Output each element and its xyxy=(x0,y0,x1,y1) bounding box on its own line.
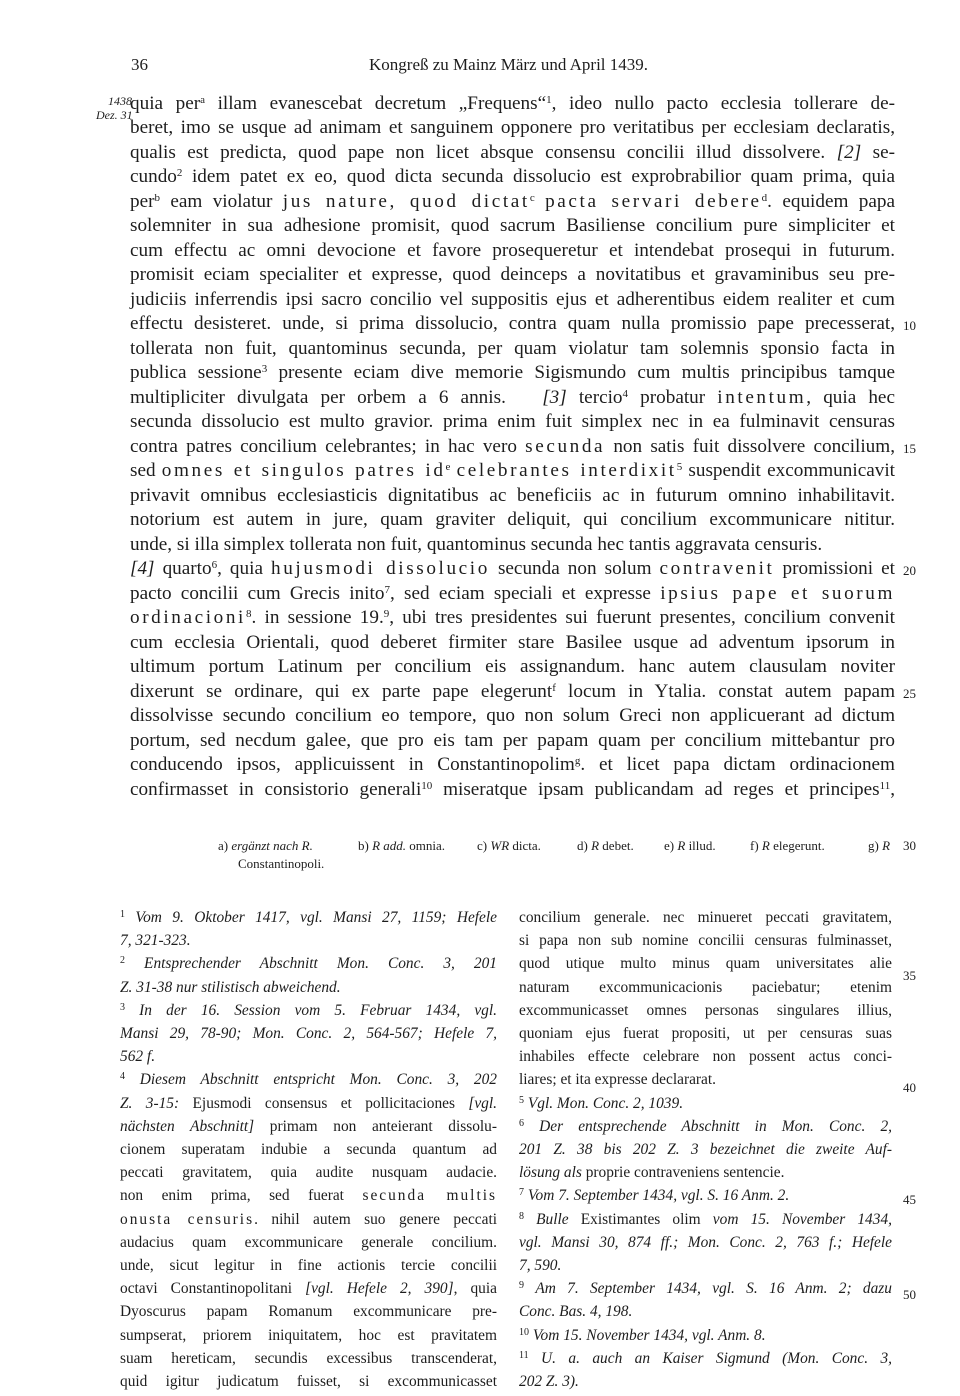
apparatus-note: b) R add. omnia. xyxy=(358,838,446,853)
footnote-line: audacius quam excommunicare generale concilium. xyxy=(120,1234,497,1251)
footnote-line: 201 Z. 38 bis 202 Z. 3 bezeichnet die zweite Auf- xyxy=(519,1141,892,1158)
main-line: publica sessione$^3$ presente eciam dive memorie Sigismundo cum multis principibus tamque xyxy=(130,362,895,383)
footnote-line: $^9$ Am 7. September 1434, vgl. S. 16 Anm. 2; dazu xyxy=(519,1280,892,1297)
footnote-line: vgl. Mansi 30, 874 ff.; Mon. Conc. 2, 763 f.; Hefele xyxy=(519,1234,892,1251)
footnote-line: quod utique multo minus quam universitates alie xyxy=(519,955,892,972)
footnote-line: Conc. Bas. 4, 198. xyxy=(519,1303,633,1320)
main-line: conducendo ipsos, applicuissent in Constantinopolim$^g$. et licet papa dictam ordinacionem xyxy=(130,754,895,775)
apparatus-note: g) R xyxy=(868,838,891,853)
apparatus-note: c) WR dicta. xyxy=(477,838,541,853)
main-line: ordinacioni$^8$. in sessione 19.$^9$, ubi tres presidentes sui fuerunt presentes, concilium convenit xyxy=(130,607,895,628)
footnote-line: nächsten Abschnitt] primam non anteierant dissolu- xyxy=(120,1118,497,1135)
footnote-line: $^{10}$ Vom 15. November 1434, vgl. Anm. 8. xyxy=(519,1327,766,1344)
footnote-line: peccati gravitatem, quia audite nusquam audacie. xyxy=(120,1164,497,1181)
footnote-line: sumpserat, priorem iniquitatem, hoc est pravitatem xyxy=(120,1327,497,1344)
line-number: 25 xyxy=(903,686,916,701)
footnote-line: $^5$ Vgl. Mon. Conc. 2, 1039. xyxy=(519,1095,684,1112)
apparatus-note: a) ergänzt nach R. xyxy=(218,838,313,853)
main-line: cum effectu ac omni devocione et favore prosequeretur et intendebat prosequi in futurum. xyxy=(130,240,895,261)
footnote-line: $^1$ Vom 9. Oktober 1417, vgl. Mansi 27, 1159; Hefele xyxy=(120,909,497,926)
footnote-line: 562 f. xyxy=(120,1048,156,1065)
page-number: 36 xyxy=(131,55,148,74)
footnote-line: $^7$ Vom 7. September 1434, vgl. S. 16 Anm. 2. xyxy=(519,1187,790,1204)
margin-date: Dez. 31 xyxy=(96,108,133,122)
footnote-line: liares; et ita expresse declararat. xyxy=(519,1071,716,1088)
main-line: portum, sed necdum galee, que pro eis tam per papam quam per concilium mittebantur pro xyxy=(130,730,895,751)
main-line: privavit omnibus ecclesiasticis dignitatibus ac beneficiis ac in futurum omnino inhabilitavit. xyxy=(130,485,895,506)
main-line: effectu desisteret. unde, si prima dissolucio, contra quam nulla promissio pape precesserat, xyxy=(130,313,895,334)
main-line: dissolvisse secundo concilium eo tempore, quo non solum Greci non applicuerant ad dictum xyxy=(130,705,895,726)
footnote-line: 7, 590. xyxy=(519,1257,562,1274)
footnote-line: Z. 31-38 nur stilistisch abweichend. xyxy=(120,979,341,996)
apparatus-note: d) R debet. xyxy=(577,838,634,853)
main-line: tollerata non fuit, quantominus secunda, per quam violatur tam solemnis sponsio facta in xyxy=(130,338,895,359)
margin-year: 1438 xyxy=(108,94,132,108)
main-line: ultimum portum Latinum per concilium eis assignandum. hanc autem clausulam noviter xyxy=(130,656,895,677)
apparatus-note: e) R illud. xyxy=(664,838,716,853)
main-line: contra patres concilium celebrantes; in hac vero secunda non satis fuit dissolvere concilium, xyxy=(130,436,895,457)
main-line: [4] quarto$^6$, quia hujusmodi dissolucio secunda non solum contravenit promissioni et xyxy=(130,558,895,579)
main-line: solemniter in sua adhesione promisit, quod sacrum Basiliense concilium pure simpliciter et xyxy=(130,215,895,236)
main-line: secunda dissolucio est multo gravior. prima enim fuit simplex nec in ea fulminavit censuras xyxy=(130,411,895,432)
footnote-line: $^6$ Der entsprechende Abschnitt in Mon. Conc. 2, xyxy=(519,1118,892,1135)
main-line: notorium est autem in jure, quam graviter deliquit, qui concilium excommunicare nititur. xyxy=(130,509,895,530)
footnote-line: si papa non sub nomine concilii censuras fulminasset, xyxy=(519,932,892,949)
main-line: qualis est predicta, quod pape non licet absque consensu concilii illud dissolvere. [2] se- xyxy=(130,142,896,163)
line-number: 45 xyxy=(903,1192,916,1207)
footnote-line: lösung als proprie contraveniens sentencie. xyxy=(519,1164,785,1181)
footnote-line: $^4$ Diesem Abschnitt entspricht Mon. Conc. 3, 202 xyxy=(120,1071,497,1088)
line-number: 40 xyxy=(903,1080,916,1095)
main-line: dixerunt se ordinare, qui ex parte pape elegerunt$^f$ locum in Ytalia. constat autem papam xyxy=(130,681,895,702)
main-line: quia per$^a$ illam evanescebat decretum „Frequens“$^1$, ideo nullo pacto ecclesia tollerare de- xyxy=(130,93,895,114)
main-line: pacto concilii cum Grecis inito$^7$, sed eciam speciali et expresse ipsius pape et suorum xyxy=(130,583,895,604)
line-number: 20 xyxy=(903,563,916,578)
line-number: 35 xyxy=(903,968,916,983)
footnote-line: naturam excommunicacionis paciebatur; etenim xyxy=(519,979,892,996)
footnote-line: $^8$ Bulle Existimantes olim vom 15. November 1434, xyxy=(519,1211,892,1228)
footnote-line: $^2$ Entsprechender Abschnitt Mon. Conc. 3, 201 xyxy=(120,955,497,972)
footnote-line: Mansi 29, 78-90; Mon. Conc. 2, 564-567; Hefele 7, xyxy=(120,1025,497,1042)
footnote-line: cionem superatam indubie a secunda quantum ad xyxy=(120,1141,497,1158)
main-line: judiciis inferrendis ipsi sacro concilio vel suppositis ejus et adherentibus eidem realiter et cum xyxy=(130,289,895,310)
main-line: promisit eciam specialiter et expresse, quod deinceps a novitatibus et gravaminibus seu pre- xyxy=(130,264,895,285)
footnote-line: non enim prima, sed fuerat secunda multis xyxy=(120,1187,497,1204)
footnote-line: quid igitur judicatum fuisset, si excommunicasset xyxy=(120,1373,497,1390)
main-line: cum ecclesia Orientali, quod deberet firmiter stare Basilee usque ad adventum ipsorum in xyxy=(130,632,895,653)
footnote-line: 202 Z. 3). xyxy=(519,1373,579,1390)
footnote-line: inhabiles effecte celebrare non possent actus conci- xyxy=(519,1048,892,1065)
apparatus-note-cont: Constantinopoli. xyxy=(238,856,325,871)
line-number: 50 xyxy=(903,1287,916,1302)
footnotes-right xyxy=(519,906,892,1390)
main-line: multipliciter divulgata per orbem a 6 annis. [3] tercio$^4$ probatur intentum, quia hec xyxy=(130,387,895,408)
footnote-line: excommunicasset omnes personas singulares illius, xyxy=(519,1002,892,1019)
line-number: 10 xyxy=(903,318,916,333)
footnote-line: onusta censuris. nihil autem suo genere peccati xyxy=(120,1211,497,1228)
main-line: unde, si illa simplex tollerata non fuit, quantominus secunda hec tantis aggravata censuris. xyxy=(130,534,823,555)
main-line: sed omnes et singulos patres $id^e$ celebrantes interdixit$^5$ suspendit excommunicavit xyxy=(130,460,895,481)
footnote-line: 7, 321-323. xyxy=(120,932,191,949)
footnote-line: octavi Constantinopolitani [vgl. Hefele 2, 390], quia xyxy=(120,1280,497,1297)
main-line: per$^b$ eam violatur jus nature, quod dictat$^c$ pacta servari debere$^d$. equidem papa xyxy=(130,191,895,212)
line-number: 30 xyxy=(903,838,916,853)
footnote-line: quoniam ejus fuerat propositi, ut per censuras suas xyxy=(519,1025,892,1042)
footnote-line: suam hereticam, secundis excessibus transcenderat, xyxy=(120,1350,497,1367)
main-line: beret, imo se usque ad animam et sanguinem opponere pro veritatibus per ecclesiam declaratis, xyxy=(130,117,895,138)
running-title: Kongreß zu Mainz März und April 1439. xyxy=(369,55,649,74)
footnotes-left xyxy=(120,906,497,1390)
footnote-line: concilium generale. nec minueret peccati gravitatem, xyxy=(519,909,892,926)
main-line: cundo$^2$ idem patet ex eo, quod dicta secunda dissolucio est exprobrabilior quam prima, quia xyxy=(130,166,895,187)
footnote-line: Z. 3-15: Ejusmodi consensus et pollicitaciones [vgl. xyxy=(120,1095,497,1112)
main-line: confirmasset in consistorio generali$^{10}$ miseratque ipsam publicandam ad reges et principes$^{11}$, xyxy=(130,779,896,800)
footnote-line: $^3$ In der 16. Session vom 5. Februar 1434, vgl. xyxy=(120,1002,497,1019)
footnote-line: Dyoscurus papam Romanum excommunicare pre- xyxy=(120,1303,497,1320)
apparatus-note: f) R elegerunt. xyxy=(750,838,825,853)
footnote-line: $^{11}$ U. a. auch an Kaiser Sigmund (Mon. Conc. 3, xyxy=(519,1350,892,1367)
line-number: 15 xyxy=(903,441,916,456)
footnote-line: unde, sicut legitur in fine actionis tercie concilii xyxy=(120,1257,497,1274)
